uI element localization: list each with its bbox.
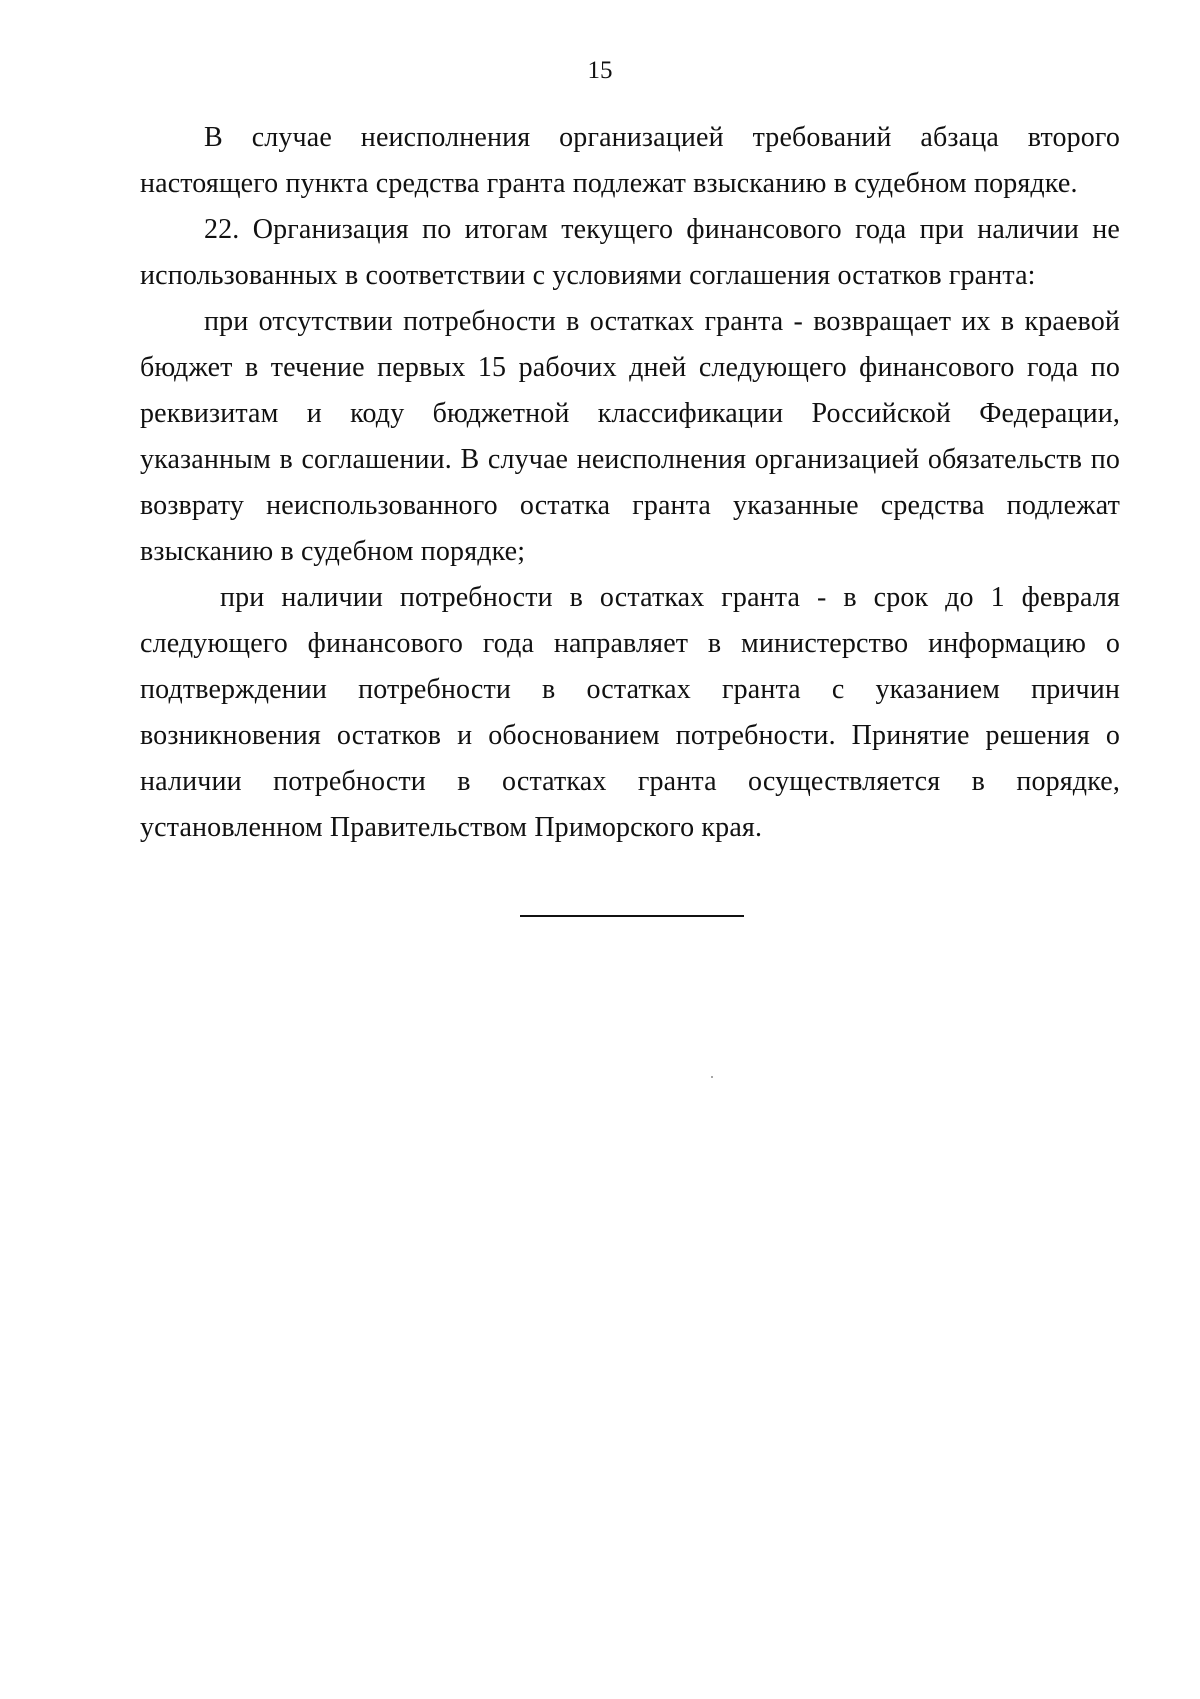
paragraph-22-grant-balances: 22. Организация по итогам текущего финансового года при наличии не использованных в соответствии с условиями соглашения остатков гранта: (140, 214, 1120, 291)
paragraph-grant-recovery: В случае неисполнения организацией требований абзаца второго настоящего пункта средства гранта подлежат взысканию в судебном порядке. (140, 122, 1120, 199)
document-body (140, 115, 1120, 851)
paragraph-need-confirmation: при наличии потребности в остатках гранта - в срок до 1 февраля следующего финансового года направляет в министерство информацию о подтверждении потребности в остатках гранта с указанием причин возникновения остатков и обоснованием потребности. Принятие решения о наличии потребности в остатках гранта осуществляется в порядке, установленном Правительством Приморского края. (140, 582, 1120, 843)
paragraph-no-need-return: при отсутствии потребности в остатках гранта - возвращает их в краевой бюджет в течение первых 15 рабочих дней следующего финансового года по реквизитам и коду бюджетной классификации Российской Федерации, указанным в соглашении. В случае неисполнения организацией обязательств по возврату неиспользованного остатка гранта указанные средства подлежат взысканию в судебном порядке; (140, 306, 1120, 567)
end-separator-line (520, 915, 744, 917)
page-number: 15 (587, 57, 613, 84)
scan-speck (711, 1076, 713, 1078)
